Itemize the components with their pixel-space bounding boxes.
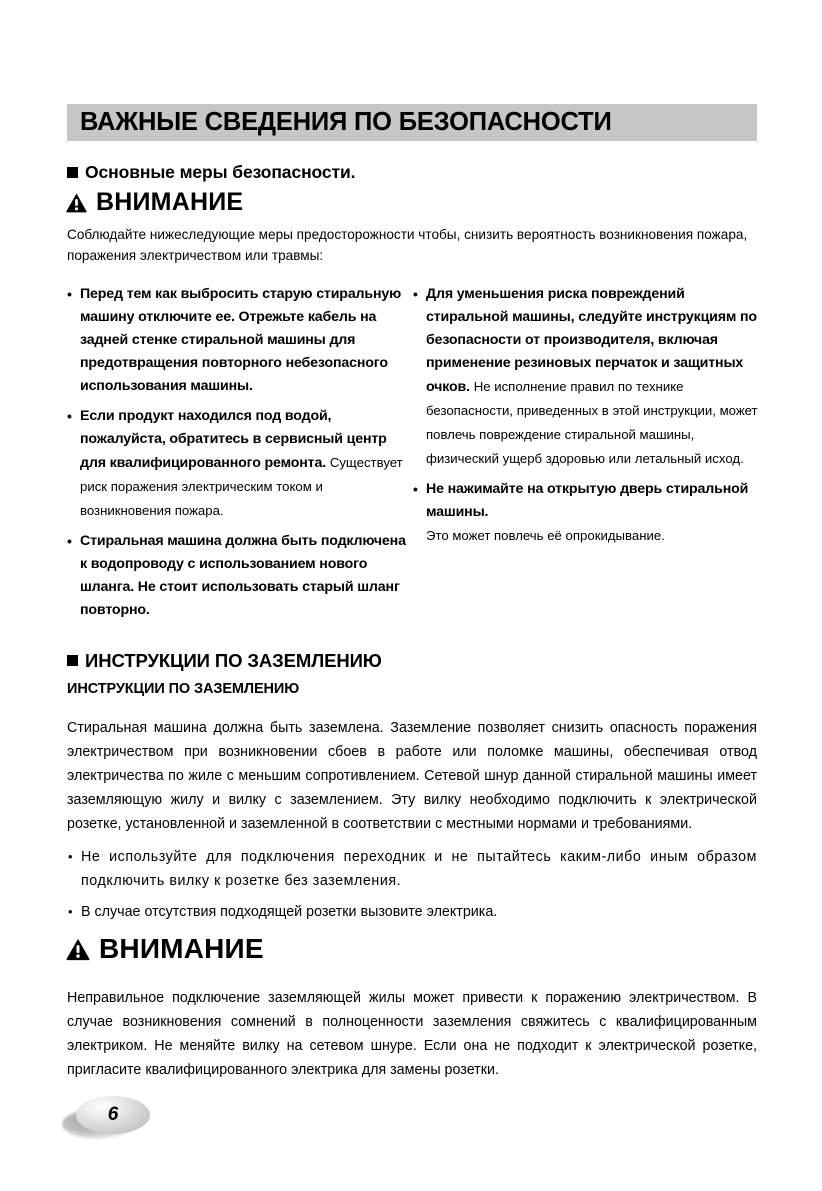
warning-triangle-icon — [65, 191, 88, 214]
section-heading-grounding — [67, 650, 382, 672]
square-bullet-icon — [67, 167, 78, 178]
grounding-warning-paragraph: Неправильное подключение заземляющей жилы может привести к поражению электричеством. В случае возникновения сомнений в полноценности заземления свяжитесь с квалифицированным электриком. Не меняйте вилку на сетевом шнуре. Если она не подходит к электрической розетке, пригласите квалифицированного электрика для замены розетки. — [67, 990, 757, 1078]
list-item-normal-text: Существует риск поражения электрическим током и возникновения пожара. — [80, 455, 403, 518]
list-item — [413, 478, 758, 548]
list-item: • Не используйте для подключения переходник и не пытайтесь каким-либо иным образом подключить вилку к розетке без заземления. — [67, 845, 757, 893]
list-item-normal-text: Не исполнение правил по технике безопасности, приведенных в этой инструкции, может повлечь повреждение стиральной машины, физический ущерб здоровью или летальный исход. — [426, 379, 758, 466]
warning-heading-grounding — [65, 935, 264, 963]
list-item — [67, 283, 407, 398]
warning-heading-basic-safety-label: ВНИМАНИЕ — [96, 188, 244, 216]
list-item — [67, 530, 407, 622]
list-item: • В случае отсутствия подходящей розетки вызовите электрика. — [67, 900, 757, 924]
list-item-bold-text: Не нажимайте на открытую дверь стиральной машины. — [426, 481, 749, 520]
badge-ellipse — [76, 1096, 150, 1134]
warning-heading-grounding-label: ВНИМАНИЕ — [99, 933, 264, 964]
list-item-normal-text: Это может повлечь её опрокидывание. — [426, 528, 665, 543]
square-bullet-icon — [67, 655, 78, 666]
list-item-bold-text: Стиральная машина должна быть подключена к водопроводу с использованием нового шланга. Не стоит использовать старый шланг повторно. — [80, 533, 406, 618]
basic-safety-right-column — [413, 283, 758, 555]
page-title: ВАЖНЫЕ СВЕДЕНИЯ ПО БЕЗОПАСНОСТИ — [80, 107, 612, 136]
section-heading-grounding-label: ИНСТРУКЦИИ ПО ЗАЗЕМЛЕНИЮ — [85, 650, 382, 671]
list-item-bold-text: Если продукт находился под водой, пожалуйста, обратитесь в сервисный центр для квалифицированного ремонта. — [80, 408, 387, 471]
list-item-bold-text: Для уменьшения риска повреждений стиральной машины, следуйте инструкциям по безопасности от производителя, включая применение резиновых перчаток и защитных очков. — [426, 286, 757, 395]
basic-safety-left-column — [67, 283, 407, 629]
page-title-bar — [67, 104, 757, 141]
warning-heading-basic-safety — [65, 190, 243, 215]
list-item-bold-text: Перед тем как выбросить старую стиральную машину отключите ее. Отрежьте кабель на задней стенке стиральной машины для предотвращения повторного небезопасного использования машины. — [80, 286, 402, 394]
grounding-paragraph: Стиральная машина должна быть заземлена. Заземление позволяет снизить опасность поражения электричеством при возникновении сбоев в работе или поломке машины, обеспечивая отвод электричества по жиле с меньшим сопротивлением. Сетевой шнур данной стиральной машины имеет заземляющую жилу и вилку с заземлением. Эту вилку необходимо подключить к электрической розетке, установленной и заземленной в соответствии с местными нормами и требованиями. — [67, 720, 757, 832]
basic-safety-intro-paragraph: Соблюдайте нижеследующие меры предосторожности чтобы, снизить вероятность возникновения пожара, поражения электричеством или травмы: — [67, 227, 748, 263]
page-number: 6 — [107, 1103, 119, 1125]
section-heading-basic-safety — [67, 162, 355, 183]
list-item — [413, 283, 758, 471]
list-item — [67, 405, 407, 523]
sub-heading-grounding: ИНСТРУКЦИИ ПО ЗАЗЕМЛЕНИЮ — [67, 681, 300, 697]
section-heading-basic-safety-label: Основные меры безопасности. — [85, 162, 356, 182]
warning-triangle-icon — [65, 936, 91, 962]
grounding-bullet-list — [67, 845, 757, 931]
page-number-badge — [60, 1093, 160, 1145]
